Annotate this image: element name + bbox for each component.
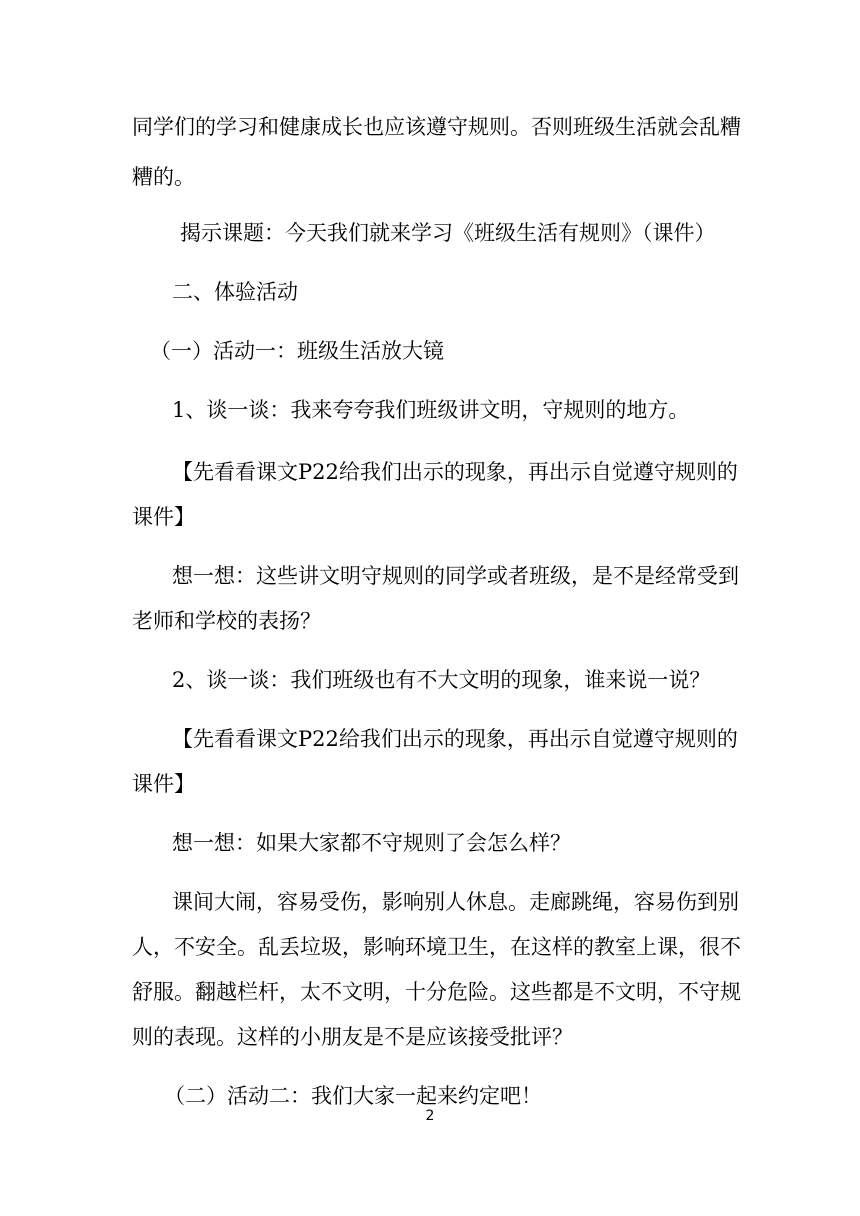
text-line-18: 则的表现。这样的小朋友是不是应该接受批评？ xyxy=(132,1025,573,1049)
text-line-12: 【先看看课文P22给我们出示的现象，再出示自觉遵守规则的 xyxy=(172,727,738,751)
text-line-3: 揭示课题：今天我们就来学习《班级生活有规则》（课件） xyxy=(180,221,716,245)
text-line-16: 人，不安全。乱丢垃圾，影响环境卫生，在这样的教室上课，很不 xyxy=(132,935,741,959)
text-line-7: 【先看看课文P22给我们出示的现象，再出示自觉遵守规则的 xyxy=(172,460,738,484)
section-heading: 二、体验活动 xyxy=(172,280,298,304)
text-line-2: 糟的。 xyxy=(132,165,195,189)
text-line-10: 老师和学校的表扬？ xyxy=(132,609,321,633)
text-line-6: 1、谈一谈：我来夸夸我们班级讲文明，守规则的地方。 xyxy=(172,398,690,422)
activity-heading-2: （二）活动二：我们大家一起来约定吧！ xyxy=(164,1084,542,1108)
text-line-17: 舒服。翻越栏杆，太不文明，十分危险。这些都是不文明，不守规 xyxy=(132,980,741,1004)
text-line-11: 2、谈一谈：我们班级也有不大文明的现象，谁来说一说？ xyxy=(172,668,711,692)
activity-heading-1: （一）活动一：班级生活放大镜 xyxy=(150,339,444,363)
text-line-9: 想一想：这些讲文明守规则的同学或者班级，是不是经常受到 xyxy=(172,564,739,588)
text-line-15: 课间大闹，容易受伤，影响别人休息。走廊跳绳，容易伤到别 xyxy=(172,890,739,914)
text-line-8: 课件】 xyxy=(132,505,195,529)
text-line-1: 同学们的学习和健康成长也应该遵守规则。否则班级生活就会乱糟 xyxy=(132,115,741,139)
text-line-14: 想一想：如果大家都不守规则了会怎么样？ xyxy=(172,831,571,855)
text-line-13: 课件】 xyxy=(132,772,195,796)
page-number: 2 xyxy=(425,1108,435,1124)
